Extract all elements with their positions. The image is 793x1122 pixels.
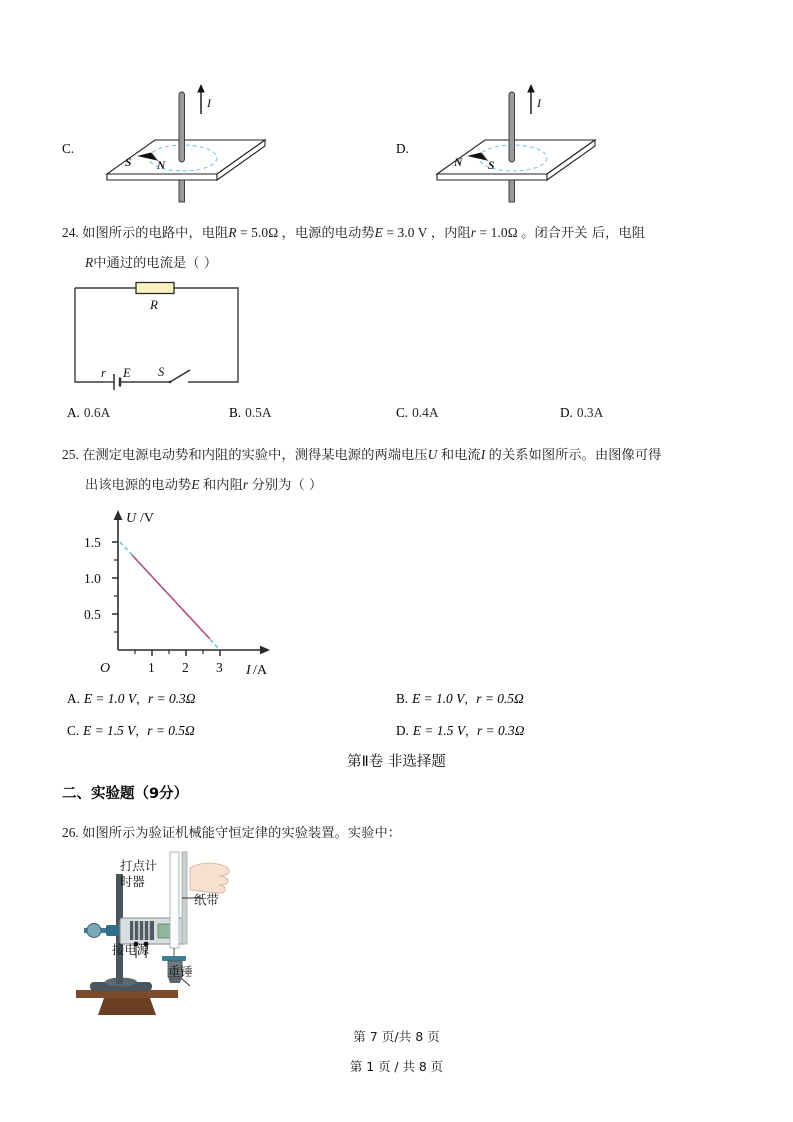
q26-number: 26. [62, 825, 79, 840]
svg-text:I: I [207, 96, 211, 110]
q25-text-b: 和电流 [440, 448, 481, 463]
apparatus-timer-label-line2: 时器 [120, 874, 145, 889]
q24-value-R: = 5.0Ω [236, 225, 279, 240]
option-d-diagram [425, 78, 605, 203]
q24-circuit-diagram [70, 278, 255, 390]
svg-text:/A: /A [253, 663, 267, 678]
q24-number: 24. [62, 225, 79, 240]
footer-embedded-page-number: 第 7 页/共 8 页 [353, 1029, 440, 1044]
q25-option-d-sep: ， [465, 724, 478, 738]
q24-symbol-r: r [470, 225, 477, 240]
q25-option-a-label: A. [67, 691, 80, 706]
svg-text:O: O [100, 661, 111, 676]
q25-text-a: 在测定电源电动势和内阻的实验中，测得某电源的两端电压 [82, 448, 428, 463]
q24-symbol-R2: R [85, 255, 94, 270]
q25-option-b-resistance: r = 0.5Ω [476, 691, 524, 706]
q24-text-a: 如图所示的电路中，电阻 [82, 226, 229, 241]
apparatus-timer-label [120, 858, 157, 890]
svg-text:E: E [123, 366, 131, 380]
question-25-stem-line2 [85, 470, 775, 501]
q26-text: 如图所示为验证机械能守恒定律的实验装置。实验中： [82, 826, 402, 841]
q25-option-c-resistance: r = 0.5Ω [147, 723, 195, 738]
question-26-stem [62, 818, 752, 849]
svg-text:/V: /V [140, 511, 154, 526]
q24-option-b[interactable] [229, 404, 272, 422]
q25-option-b[interactable] [396, 690, 524, 708]
q24-symbol-E: E [374, 225, 383, 240]
q24-option-c-label: C. [396, 405, 409, 420]
q25-option-d[interactable] [396, 722, 524, 740]
part-header: 二、实验题（9分） [62, 786, 189, 802]
q24-text-e: 中通过的电流是（ ） [93, 256, 218, 271]
q24-option-d-value: 0.3A [576, 405, 604, 420]
question-25-stem [62, 440, 752, 471]
q24-value-r: = 1.0Ω [476, 225, 518, 240]
q25-text-d: 出该电源的电动势 [85, 478, 192, 493]
q25-text-f: 分别为（ ） [251, 478, 323, 493]
q25-symbol-I: I [480, 447, 486, 462]
q25-option-b-emf: E = 1.0 V [412, 691, 465, 706]
svg-text:S: S [158, 365, 165, 379]
question-24-stem [62, 218, 742, 249]
q24-option-d[interactable] [560, 404, 603, 422]
q25-option-d-emf: E = 1.5 V [412, 723, 466, 738]
q25-option-b-label: B. [396, 691, 409, 706]
q24-option-a-label: A. [67, 405, 80, 420]
q25-symbol-E: E [191, 477, 200, 492]
svg-text:S: S [125, 157, 132, 169]
svg-text:r: r [101, 366, 106, 380]
svg-text:I: I [537, 96, 541, 110]
option-c-diagram [95, 78, 275, 203]
q24-text-b: ，电源的电动势 [281, 226, 375, 241]
q24-option-a[interactable] [67, 404, 110, 422]
svg-text:N: N [454, 157, 463, 169]
svg-text:I: I [246, 663, 251, 678]
footer-viewer-page-number: 第 1 页 / 共 8 页 [349, 1059, 444, 1074]
q25-option-c-label: C. [67, 723, 80, 738]
q25-option-b-sep: ， [464, 692, 477, 706]
apparatus-timer-label-line1: 打点计 [120, 858, 158, 873]
svg-text:N: N [157, 160, 166, 172]
option-c-label: C. [62, 141, 75, 156]
svg-text:2: 2 [182, 660, 189, 675]
apparatus-power-label: 接电源 [112, 942, 150, 957]
q25-option-d-resistance: r = 0.3Ω [477, 723, 525, 738]
q24-value-E: = 3.0 V [382, 225, 428, 240]
q25-ui-chart [70, 500, 300, 680]
q26-apparatus-diagram [62, 850, 262, 1015]
q25-text-c: 的关系如图所示。由图像可得 [488, 448, 662, 463]
apparatus-weight-label: 重锤 [168, 964, 193, 979]
q25-option-a-resistance: r = 0.3Ω [148, 691, 196, 706]
q25-symbol-U: U [427, 447, 438, 462]
svg-text:3: 3 [216, 660, 223, 675]
q25-option-a[interactable] [67, 690, 195, 708]
q25-option-c[interactable] [67, 722, 195, 740]
question-24-stem-line2 [85, 248, 765, 279]
q24-option-b-label: B. [229, 405, 242, 420]
q24-symbol-R: R [228, 225, 237, 240]
q24-option-c-value: 0.4A [412, 405, 439, 420]
q25-option-c-emf: E = 1.5 V [83, 723, 136, 738]
q25-option-a-sep: ， [136, 692, 149, 706]
svg-text:S: S [488, 160, 495, 172]
svg-text:U: U [126, 511, 137, 526]
svg-text:1.5: 1.5 [84, 535, 101, 550]
volume-header: 第Ⅱ卷 非选择题 [347, 754, 446, 770]
q25-number: 25. [62, 447, 79, 462]
svg-text:1: 1 [148, 660, 155, 675]
q25-option-a-emf: E = 1.0 V [83, 691, 137, 706]
svg-text:1.0: 1.0 [84, 571, 101, 586]
q25-text-e: 和内阻 [203, 478, 243, 493]
option-d-label: D. [396, 141, 409, 156]
q24-option-a-value: 0.6A [83, 405, 111, 420]
q24-option-d-label: D. [560, 405, 573, 420]
q24-option-b-value: 0.5A [245, 405, 272, 420]
q24-text-d: 。闭合开关 后，电阻 [521, 226, 646, 241]
q25-symbol-r: r [242, 477, 249, 492]
svg-text:0.5: 0.5 [84, 607, 101, 622]
q25-option-c-sep: ， [135, 724, 148, 738]
q24-option-c[interactable] [396, 404, 439, 422]
svg-text:R: R [150, 297, 158, 312]
apparatus-tape-label: 纸带 [194, 892, 219, 907]
q24-text-c: ，内阻 [430, 226, 471, 241]
q25-option-d-label: D. [396, 723, 409, 738]
